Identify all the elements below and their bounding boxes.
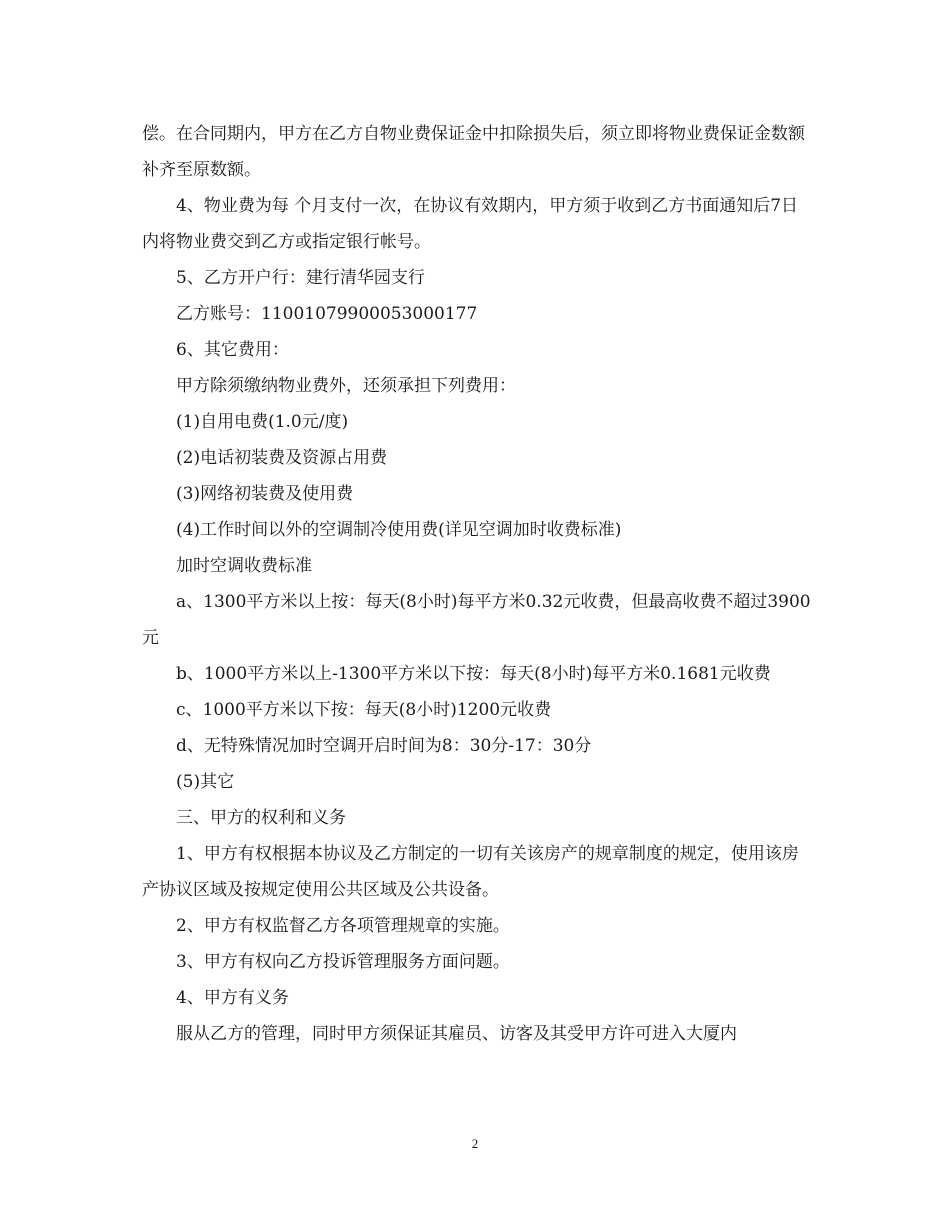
paragraph: 1、甲方有权根据本协议及乙方制定的一切有关该房产的规章制度的规定，使用该房产协议区域及按规定使用公共区域及公共设备。 xyxy=(142,844,799,900)
paragraph: 三、甲方的权利和义务 xyxy=(176,808,346,828)
paragraph: 偿。在合同期内，甲方在乙方自物业费保证金中扣除损失后，须立即将物业费保证金数额补齐至原数额。 xyxy=(142,124,805,180)
paragraph: 加时空调收费标准 xyxy=(176,556,312,576)
paragraph: (2)电话初装费及资源占用费 xyxy=(176,448,388,468)
paragraph: 2、甲方有权监督乙方各项管理规章的实施。 xyxy=(176,916,510,936)
paragraph: (1)自用电费(1.0元/度) xyxy=(176,412,349,432)
paragraph: 3、甲方有权向乙方投诉管理服务方面问题。 xyxy=(176,952,510,972)
paragraph: 4、物业费为每 个月支付一次，在协议有效期内，甲方须于收到乙方书面通知后7日内将物业费交到乙方或指定银行帐号。 xyxy=(142,196,799,252)
paragraph: 乙方账号：11001079900053000177 xyxy=(176,304,478,324)
page-number: 2 xyxy=(471,1136,479,1151)
paragraph: b、1000平方米以上-1300平方米以下按：每天(8小时)每平方米0.1681元收费 xyxy=(176,664,771,684)
paragraph: d、无特殊情况加时空调开启时间为8：30分-17：30分 xyxy=(176,736,592,756)
paragraph: (5)其它 xyxy=(176,772,235,792)
paragraph: (3)网络初装费及使用费 xyxy=(176,484,354,504)
paragraph: 4、甲方有义务 xyxy=(176,988,289,1008)
paragraph: a、1300平方米以上按：每天(8小时)每平方米0.32元收费，但最高收费不超过3900元 xyxy=(142,592,811,648)
paragraph: 5、乙方开户行：建行清华园支行 xyxy=(176,268,425,288)
document-body xyxy=(142,116,814,1052)
paragraph: 服从乙方的管理，同时甲方须保证其雇员、访客及其受甲方许可进入大厦内 xyxy=(176,1024,737,1044)
paragraph: c、1000平方米以下按：每天(8小时)1200元收费 xyxy=(176,700,552,720)
paragraph: 6、其它费用： xyxy=(176,340,289,360)
paragraph: 甲方除须缴纳物业费外，还须承担下列费用： xyxy=(176,376,516,396)
paragraph: (4)工作时间以外的空调制冷使用费(详见空调加时收费标准) xyxy=(176,520,622,540)
